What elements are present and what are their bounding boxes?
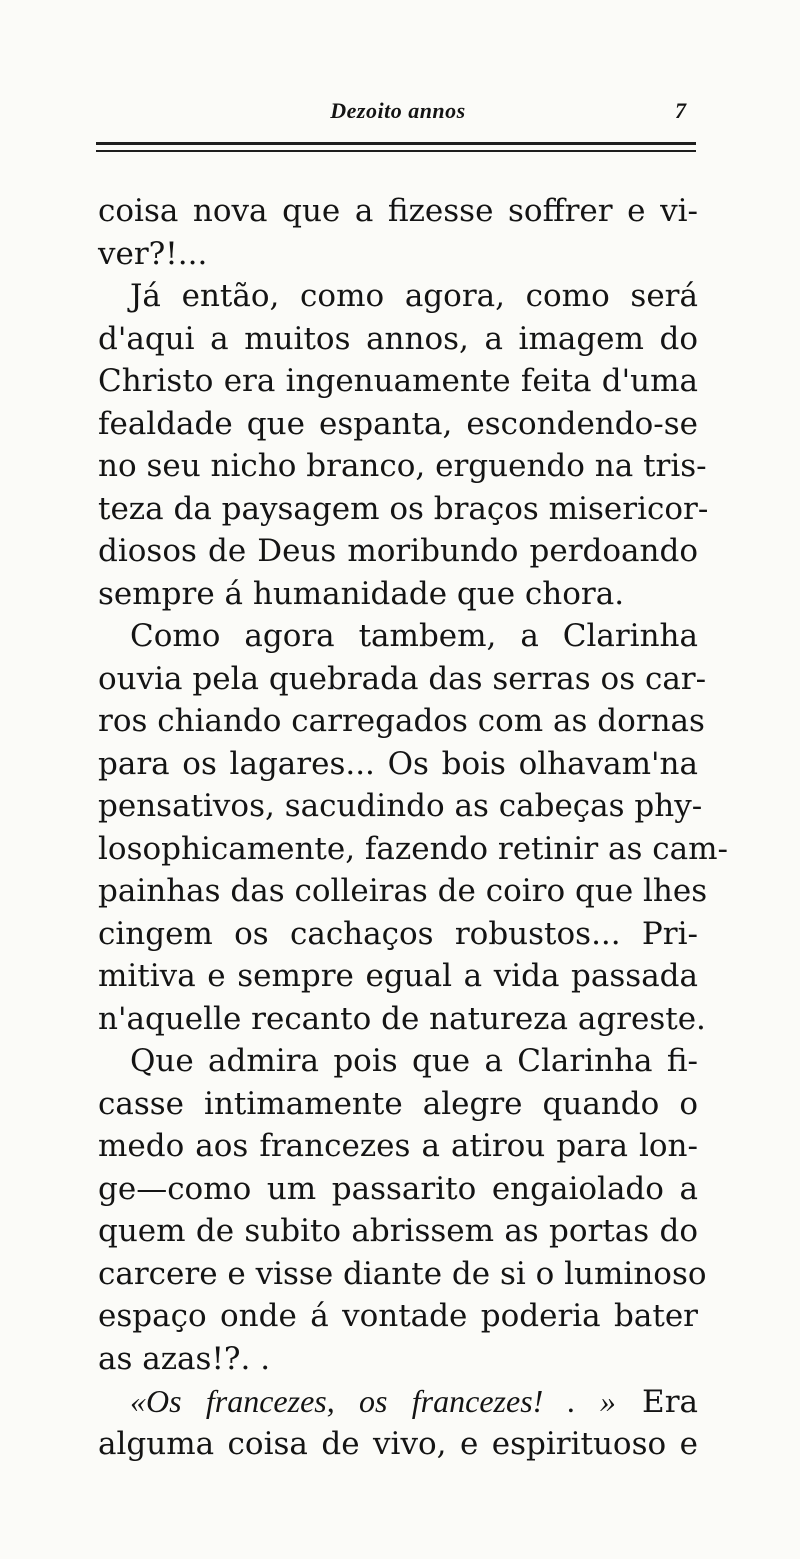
text-line: diosos de Deus moribundo perdoando xyxy=(98,533,698,569)
text-line: d'aqui a muitos annos, a imagem do xyxy=(98,320,698,357)
text-line: casse intimamente alegre quando o xyxy=(98,1085,698,1122)
quote-italic: «Os francezes, os francezes! . » xyxy=(130,1383,616,1419)
header-rule-thick xyxy=(96,142,696,145)
text-line: cingem os cachaços robustos... Pri- xyxy=(98,915,698,952)
text-line: espaço onde á vontade poderia bater xyxy=(98,1298,698,1334)
text-line: ouvia pela quebrada das serras os car- xyxy=(98,660,707,697)
quote-line xyxy=(98,1380,698,1423)
text-line: painhas das colleiras de coiro que lhes xyxy=(98,873,708,909)
text-line: pensativos, sacudindo as cabeças phy- xyxy=(98,788,703,824)
text-line: mitiva e sempre egual a vida passada xyxy=(98,958,698,994)
paragraph-start-line: Já então, como agora, como será xyxy=(130,278,698,314)
paragraph-start-line: Como agora tambem, a Clarinha xyxy=(130,618,698,654)
quote-roman: Era xyxy=(615,1384,698,1420)
text-line: no seu nicho branco, erguendo na tris- xyxy=(98,448,707,484)
page-number: 7 xyxy=(675,98,686,123)
text-line: ros chiando carregados com as dornas xyxy=(98,703,705,739)
text-line: as azas!?. . xyxy=(98,1340,271,1377)
running-head xyxy=(96,98,700,132)
text-line: fealdade que espanta, escondendo-se xyxy=(98,405,698,442)
text-line: quem de subito abrissem as portas do xyxy=(98,1213,698,1249)
text-line: n'aquelle recanto de natureza agreste. xyxy=(98,1000,706,1037)
text-line: ver?!... xyxy=(98,235,208,272)
text-line: teza da paysagem os braços misericor- xyxy=(98,490,709,527)
text-line: alguma coisa de vivo, e espirituoso e xyxy=(98,1425,698,1462)
text-line: para os lagares... Os bois olhavam'na xyxy=(98,745,698,782)
text-line: Christo era ingenuamente feita d'uma xyxy=(98,363,698,399)
running-title: Dezoito annos xyxy=(330,98,466,123)
paragraph-start-line: Que admira pois que a Clarinha fi- xyxy=(130,1043,698,1079)
text-line: ge—como um passarito engaiolado a xyxy=(98,1170,698,1207)
text-line: carcere e visse diante de si o luminoso xyxy=(98,1255,707,1292)
text-line: coisa nova que a fizesse soffrer e vi- xyxy=(98,193,698,229)
text-line: sempre á humanidade que chora. xyxy=(98,575,625,612)
header-rule-thin xyxy=(96,150,696,152)
text-line: medo aos francezes a atirou para lon- xyxy=(98,1128,698,1164)
body-text xyxy=(98,190,728,1465)
text-line: losophicamente, fazendo retinir as cam- xyxy=(98,830,728,867)
